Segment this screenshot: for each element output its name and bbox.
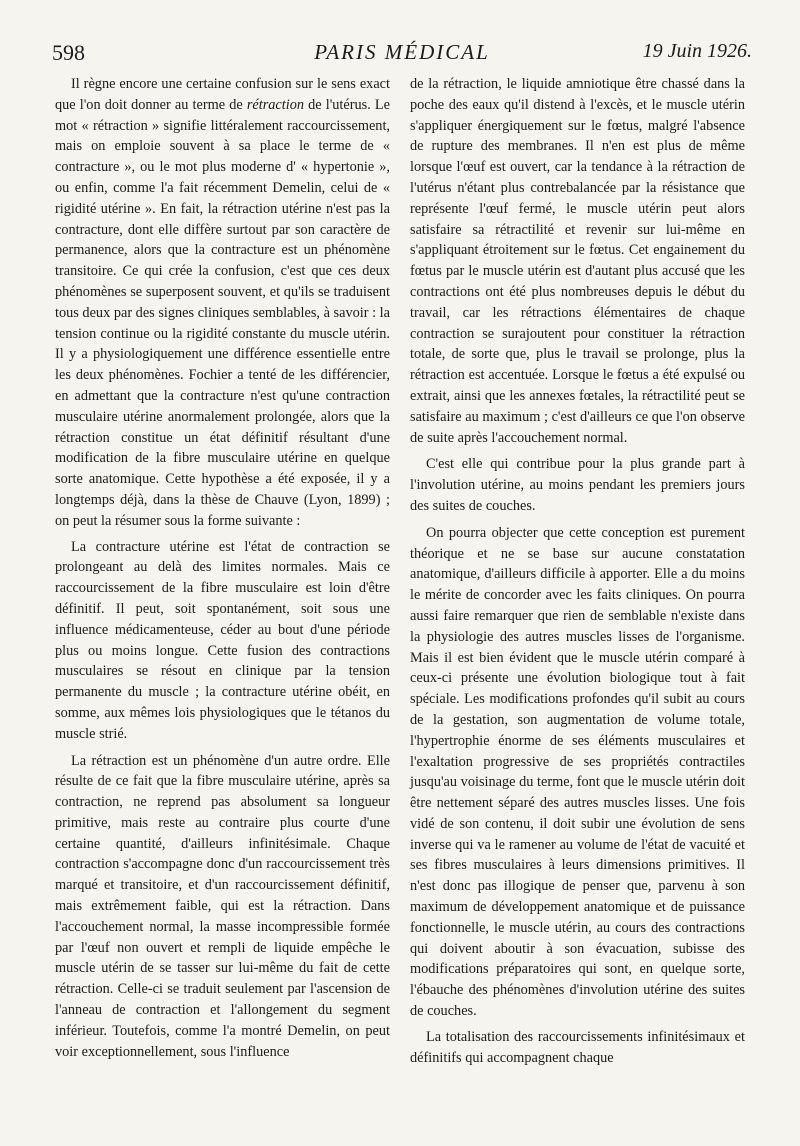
- issue-date: 19 Juin 1926.: [642, 40, 752, 62]
- paragraph-contracture: La contracture utérine est l'état de contraction se prolongeant au delà des limites normales. Mais ce raccourcissement de la fibre musculaire est loin d'être définitif. Il peut, soit spontanément, soit sous une influence médicamenteuse, céder au bout d'une période plus ou moins longue. Cette fusion des contractions musculaires se résout en clinique par la tension permanente du muscle ; la contracture utérine obéit, en somme, aux mêmes lois physiologiques que le tétanos du muscle strié.: [55, 538, 390, 742]
- paragraph-involution: C'est elle qui contribue pour la plus grande part à l'involution utérine, au moins pendant les premiers jours des suites de couches.: [410, 456, 745, 514]
- right-column: [410, 74, 745, 1073]
- page-number: 598: [52, 40, 85, 65]
- paragraph-objection: On pourra objecter que cette conception est purement théorique et ne se base sur aucune constatation anatomique, d'ailleurs difficile à apporter. Elle a du moins le mérite de concorder avec les faits cliniques. On pourra aussi faire remarquer que rien de semblable n'existe dans la physiologie des autres muscles lisses de l'organisme. Mais il est bien évident que le muscle utérin comparé à ceux-ci présente une évolution biologique tout à fait spéciale. Les modifications profondes qu'il subit au cours de la gestation, son augmentation de volume totale, l'hypertrophie énorme de ses éléments musculaires et l'exaltation progressive de ses propriétés contractiles jusqu'au voisinage du terme, font que le muscle utérin doit être nettement séparé des autres muscles lisses. Une fois vidé de son contenu, il doit subir une évolution de sens inverse qui va le ramener au volume de l'état de vacuité et ses fibres musculaires à leurs dimensions primitives. Il n'est donc pas illogique de penser que, parvenu à son maximum de développement anatomique et de puissance fonctionnelle, le muscle utérin, au cours des contractions qui doivent aboutir à son évacuation, subisse des modifications préparatoires qui sont, en quelque sorte, l'ébauche des phénomènes d'involution utérine des suites de couches.: [410, 524, 745, 1020]
- paragraph-text: Il règne encore une certaine confusion sur le sens exact que l'on doit donner au terme de: [55, 76, 390, 113]
- paragraph-retraction-phenomenon: La rétraction est un phénomène d'un autre ordre. Elle résulte de ce fait que la fibre musculaire utérine, après sa contraction, ne reprend pas absolument sa longueur primitive, mais reste au contraire plus courte d'une certaine quantité, d'ailleurs infinitésimale. Chaque contraction s'accompagne donc d'un raccourcissement très marqué et transitoire, et d'un raccourcissement définitif, mais extrêmement faible, qui est la rétraction. Dans l'accouchement normal, la masse incompressible formée par l'œuf non ouvert et rempli de liquide empêche le muscle utérin de se tasser sur lui-même du fait de cette rétraction. Celle-ci se traduit seulement par l'ascension de l'anneau de contraction et l'allongement du segment inférieur. Toutefois, comme l'a montré Demelin, on peut voir exceptionnellement, sous l'influence: [55, 752, 390, 1060]
- paragraph-continued: de la rétraction, le liquide amniotique être chassé dans la poche des eaux qu'il distend à l'excès, et le muscle utérin s'appliquer énergiquement sur le fœtus, malgré l'absence de rupture des membranes. Il n'en est plus de même lorsque l'œuf est ouvert, car la tendance à la rétraction de l'utérus n'étant plus contrebalancée par la résistance que représente l'œuf fermé, le muscle utérin peut alors satisfaire sa rétractilité et revenir sur lui-même en s'appliquant étroitement sur le fœtus. Cet engainement du fœtus par le muscle utérin est d'autant plus accusé que les contractions ont été plus nombreuses depuis le début du travail, car les rétractions élémentaires de chaque contraction se surajoutent pour constituer la rétraction totale, de sorte que, plus le travail se prolonge, plus la rétraction est accentuée. Lorsque le fœtus a été expulsé ou extrait, ainsi que les annexes fœtales, la rétractilité peut se satisfaire au maximum ; c'est d'ailleurs ce que l'on observe de suite après l'accouchement normal.: [410, 76, 745, 446]
- journal-title: PARIS MÉDICAL: [314, 40, 490, 64]
- paragraph-totalisation: La totalisation des raccourcissements infinitésimaux et définitifs qui accompagnent chaque: [410, 1028, 745, 1066]
- paragraph-retraction-definition: [55, 74, 390, 532]
- italic-term: rétraction: [246, 96, 304, 113]
- paragraph-text: de l'utérus. Le mot « rétraction » signifie littéralement raccourcissement, mais on emploie souvent à sa place le terme de « contracture », ou le mot plus moderne d' « hypertonie », ou enfin, comme l'a fait récemment Demelin, celui de « rigidité utérine ». En fait, la rétraction utérine n'est pas la contracture, dont elle diffère surtout par son caractère de permanence, alors que la contracture est un phénomène transitoire. Ce qui crée la confusion, c'est que ces deux phénomènes se superposent souvent, et qu'ils se traduisent tous deux par des signes cliniques semblables, à savoir : la tension continue ou la rigidité constante du muscle utérin. Il y a physiologiquement une différence essentielle entre les deux phénomènes. Fochier a tenté de les différencier, en admettant que la contracture n'est qu'une contraction musculaire utérine anormalement prolongée, alors que la rétraction constitue un état définitif résultant d'une modification de la fibre musculaire utérine en quelque sorte anatomique. Cette hypothèse a été exposée, il y a longtemps déjà, dans la thèse de Chauve (Lyon, 1899) ; on peut la résumer sous la forme suivante :: [55, 96, 390, 529]
- running-header: [52, 40, 752, 76]
- left-column: [55, 74, 390, 1067]
